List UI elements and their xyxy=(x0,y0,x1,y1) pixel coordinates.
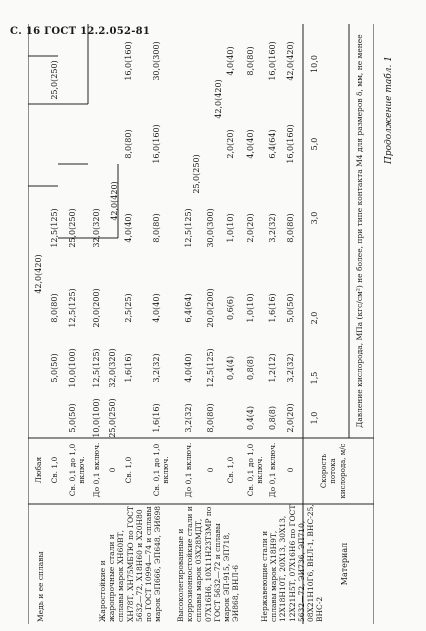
header-size-5: 5,0 xyxy=(310,137,319,151)
cell-g1-r1-c4: 8,0(80) xyxy=(286,213,295,243)
speed-g2-r4: Св. 1,0 xyxy=(124,456,133,484)
cell-g2-r1-c4: 30,0(300) xyxy=(206,208,215,248)
cell-g3-r1-c2: 32,0(320) xyxy=(108,348,117,388)
data-table xyxy=(28,24,374,624)
speed-g1-r2: До 0,1 включ. xyxy=(268,442,277,498)
cell-g1-r1-c5: 16,0(160) xyxy=(286,124,295,164)
cell-g2-r3-c6: 30,0(300) xyxy=(152,41,161,81)
cell-g3-r4-c3: 8,0(80) xyxy=(50,293,59,323)
cell-g3-r1-c1: 25,0(250) xyxy=(108,398,117,438)
cell-g3-r4-c4: 12,5(125) xyxy=(50,208,59,248)
cell-g1-r2-c3: 1,6(16) xyxy=(268,293,277,323)
speed-g3-r3: Св. 0,1 до 1,0 включ. xyxy=(68,443,87,497)
cell-g2-r2-c3: 6,4(64) xyxy=(184,293,193,323)
cell-g1-r3-c1: 0,4(4) xyxy=(246,405,255,431)
speed-g1-r1: 0 xyxy=(286,467,295,473)
cell-g4-r1-c1: 42,0(420) xyxy=(34,254,43,294)
material-group-4: Медь и ее сплавы xyxy=(36,551,45,622)
cell-g2-r3-c3: 4,0(40) xyxy=(152,293,161,323)
cell-g1-r1-c6: 42,0(420) xyxy=(286,41,295,81)
speed-g2-r3: Св. 0,1 до 1,0 включ. xyxy=(152,443,171,497)
material-group-1: Нержавеющие стали и сплавы марок Х18Н9Т, 12Х18Н10Т, 20Х13, 30Х13, 12Х21Н5Т, 07Х16Н6 по ГОСТ 5632—72, ЭИ736, ЭП710, 08Х21Н10Г6, ВНЛ-1, ВНС-25, ВНС-2 xyxy=(260,504,325,622)
material-group-2: Высоколегированные и коррозионностойкие стали и сплавы марок 03Х28МДТ, 07Х16Н6, 10Х11Н23Т3МР по ГОСТ 5632—72 и сплавы марок ЭП-915, ЭП718, ЭИ868, ВНЛ-6 xyxy=(176,506,241,622)
cell-g2-r4-c3: 2,5(25) xyxy=(124,293,133,323)
page-header: С. 16 ГОСТ 12.2.052-81 xyxy=(10,26,151,37)
cell-g3-r2-c2: 12,5(125) xyxy=(92,348,101,388)
cell-g2-r3-c5: 16,0(160) xyxy=(152,124,161,164)
cell-g3-r2-c3: 20,0(200) xyxy=(92,288,101,328)
cell-g3-r3-c3: 12,5(125) xyxy=(68,288,77,328)
speed-g1-r3: Св. 0,1 до 1,0 включ. xyxy=(246,443,265,497)
cell-g3-r1-c3: 42,0(420) xyxy=(110,181,119,221)
rotated-table-area xyxy=(28,24,408,624)
material-group-3: Жаростойкие и жаропрочные стали и сплавы марок ХН60ВТ, ХН78Т, ХН75МБТЮ по ГОСТ 5632—72, Х18Н60 и Х20Н80 по ГОСТ 10994—74 и сплавы марок ЭП666, ЭП648, ЭИ698 xyxy=(98,505,163,622)
speed-g3-r1: 0 xyxy=(108,467,117,473)
cell-g1-r2-c2: 1,2(12) xyxy=(268,353,277,383)
speed-g2-r1: 0 xyxy=(206,467,215,473)
cell-g2-r4-c6: 16,0(160) xyxy=(124,41,133,81)
header-speed: Скорость потока кислорода, м/с xyxy=(320,443,347,499)
header-size-3: 2,0 xyxy=(310,311,319,325)
cell-g2-r2-c4: 12,5(125) xyxy=(184,208,193,248)
cell-g2-r2-c2: 4,0(40) xyxy=(184,353,193,383)
cell-g1-r2-c6: 16,0(160) xyxy=(268,41,277,81)
cell-g2-r1-c3: 20,0(200) xyxy=(206,288,215,328)
cell-g1-r2-c1: 0,8(8) xyxy=(268,405,277,431)
cell-g1-r2-c4: 3,2(32) xyxy=(268,213,277,243)
cell-g2-r3-c4: 8,0(80) xyxy=(152,213,161,243)
cell-g3-r2-c4: 32,0(320) xyxy=(92,208,101,248)
header-size-2: 1,5 xyxy=(310,371,319,385)
cell-g1-r3-c2: 0,8(8) xyxy=(246,355,255,381)
cell-g2-r1-c1: 8,0(80) xyxy=(206,403,215,433)
cell-g1-r1-c2: 3,2(32) xyxy=(286,353,295,383)
cell-g1-r3-c5: 4,0(40) xyxy=(246,129,255,159)
cell-g1-r1-c1: 2,0(20) xyxy=(286,403,295,433)
cell-g2-r2-c5: 25,0(250) xyxy=(192,154,201,194)
cell-g2-r3-c2: 3,2(32) xyxy=(152,353,161,383)
header-size-1: 1,0 xyxy=(310,411,319,425)
cell-g2-r4-c2: 1,6(16) xyxy=(124,353,133,383)
cell-g2-r1-c5: 42,0(420) xyxy=(214,79,223,119)
cell-g1-r3-c3: 1,0(10) xyxy=(246,293,255,323)
speed-g2-r2: До 0,1 включ. xyxy=(184,442,193,498)
cell-g3-r2-c1: 10,0(100) xyxy=(92,398,101,438)
cell-g1-r4-c3: 0,6(6) xyxy=(226,295,235,321)
speed-g3-r4: Св. 1,0 xyxy=(50,456,59,484)
cell-g1-r4-c5: 2,0(20) xyxy=(226,129,235,159)
cell-g1-r3-c4: 2,0(20) xyxy=(246,213,255,243)
cell-g1-r1-c3: 5,0(50) xyxy=(286,293,295,323)
cell-g3-r3-c2: 10,0(100) xyxy=(68,348,77,388)
cell-g2-r3-c1: 1,6(16) xyxy=(152,403,161,433)
cell-g1-r3-c6: 8,0(80) xyxy=(246,46,255,76)
cell-g1-r2-c5: 6,4(64) xyxy=(268,129,277,159)
header-size-4: 3,0 xyxy=(310,211,319,225)
speed-g1-r4: Св. 1,0 xyxy=(226,456,235,484)
cell-g2-r4-c4: 4,0(40) xyxy=(124,213,133,243)
cell-g3-r4-c2: 5,0(50) xyxy=(50,353,59,383)
cell-g2-r2-c1: 3,2(32) xyxy=(184,403,193,433)
table-continuation-label: Продолжение табл. 1 xyxy=(384,56,394,164)
cell-g1-r4-c4: 1,0(10) xyxy=(226,213,235,243)
cell-g3-r3-c4: 25,0(250) xyxy=(68,208,77,248)
cell-g3-r3-c1: 5,0(50) xyxy=(68,403,77,433)
cell-g1-r4-c2: 0,4(4) xyxy=(226,355,235,381)
header-size-6: 10,0 xyxy=(310,55,319,73)
cell-g1-r4-c6: 4,0(40) xyxy=(226,46,235,76)
header-material: Материал xyxy=(340,542,349,586)
cell-g3-r4-c5: 25,0(250) xyxy=(50,60,59,100)
cell-g2-r4-c5: 8,0(80) xyxy=(124,129,133,159)
header-pressure: Давление кислорода, МПа (кгс/см²) не более, при типе контакта М4 для размеров δ, мм, не менее xyxy=(355,34,364,428)
speed-g3-r2: До 0,1 включ. xyxy=(92,442,101,498)
cell-g2-r1-c2: 12,5(125) xyxy=(206,348,215,388)
speed-g4-r1: Любая xyxy=(34,456,43,484)
